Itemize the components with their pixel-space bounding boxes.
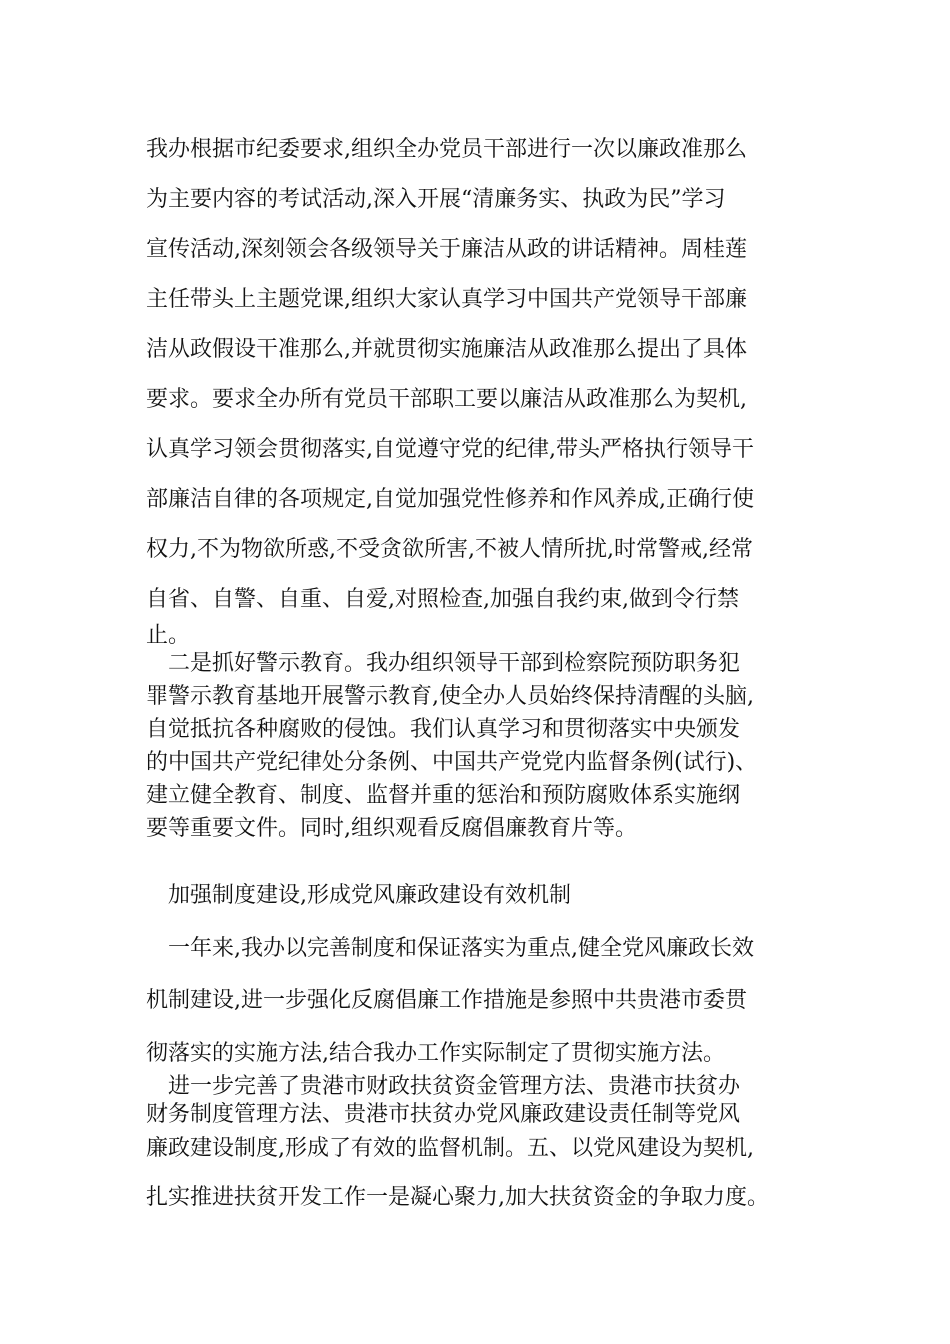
text-line: 我办根据市纪委要求,组织全办党员干部进行一次以廉政准那么 bbox=[146, 137, 747, 162]
text-line: 认真学习领会贯彻落实,自觉遵守党的纪律,带头严格执行领导干 bbox=[146, 437, 754, 462]
text-line: 自觉抵抗各种腐败的侵蚀。我们认真学习和贯彻落实中央颁发 bbox=[146, 717, 741, 742]
text-line: 廉政建设制度,形成了有效的监督机制。五、以党风建设为契机, bbox=[146, 1136, 754, 1161]
text-line: 主任带头上主题党课,组织大家认真学习中国共产党领导干部廉 bbox=[146, 287, 747, 312]
text-line: 要求。要求全办所有党员干部职工要以廉洁从政准那么为契机, bbox=[146, 387, 747, 412]
text-line: 彻落实的实施方法,结合我办工作实际制定了贯彻实施方法。 bbox=[146, 1041, 725, 1066]
text-line: 宣传活动,深刻领会各级领导关于廉洁从政的讲话精神。周桂莲 bbox=[146, 237, 747, 262]
text-line: 自省、自警、自重、自爱,对照检查,加强自我约束,做到令行禁 bbox=[146, 587, 739, 612]
text-line: 机制建设,进一步强化反腐倡廉工作措施是参照中共贵港市委贯 bbox=[146, 988, 747, 1013]
text-line: 建立健全教育、制度、监督并重的惩治和预防腐败体系实施纲 bbox=[146, 783, 741, 808]
text-line: 部廉洁自律的各项规定,自觉加强党性修养和作风养成,正确行使 bbox=[146, 487, 754, 512]
section-heading: 加强制度建设,形成党风廉政建设有效机制 bbox=[168, 883, 571, 908]
text-line: 一年来,我办以完善制度和保证落实为重点,健全党风廉政长效 bbox=[168, 936, 754, 961]
text-line: 权力,不为物欲所惑,不受贪欲所害,不被人情所扰,时常警戒,经常 bbox=[146, 537, 753, 562]
text-line: 的中国共产党纪律处分条例、中国共产党党内监督条例(试行)、 bbox=[146, 750, 758, 775]
text-line: 洁从政假设干准那么,并就贯彻实施廉洁从政准那么提出了具体 bbox=[146, 337, 747, 362]
text-line: 为主要内容的考试活动,深入开展“清廉务实、执政为民”学习 bbox=[146, 187, 726, 212]
text-line: 扎实推进扶贫开发工作一是凝心聚力,加大扶贫资金的争取力度。 bbox=[146, 1185, 769, 1210]
text-line: 财务制度管理方法、贵港市扶贫办党风廉政建设责任制等党风 bbox=[146, 1102, 741, 1127]
text-line: 二是抓好警示教育。我办组织领导干部到检察院预防职务犯 bbox=[168, 651, 741, 676]
text-line: 要等重要文件。同时,组织观看反腐倡廉教育片等。 bbox=[146, 816, 637, 841]
text-line: 罪警示教育基地开展警示教育,使全办人员始终保持清醒的头脑, bbox=[146, 684, 754, 709]
text-line: 止。 bbox=[146, 623, 191, 648]
text-line: 进一步完善了贵港市财政扶贫资金管理方法、贵港市扶贫办 bbox=[168, 1074, 741, 1099]
